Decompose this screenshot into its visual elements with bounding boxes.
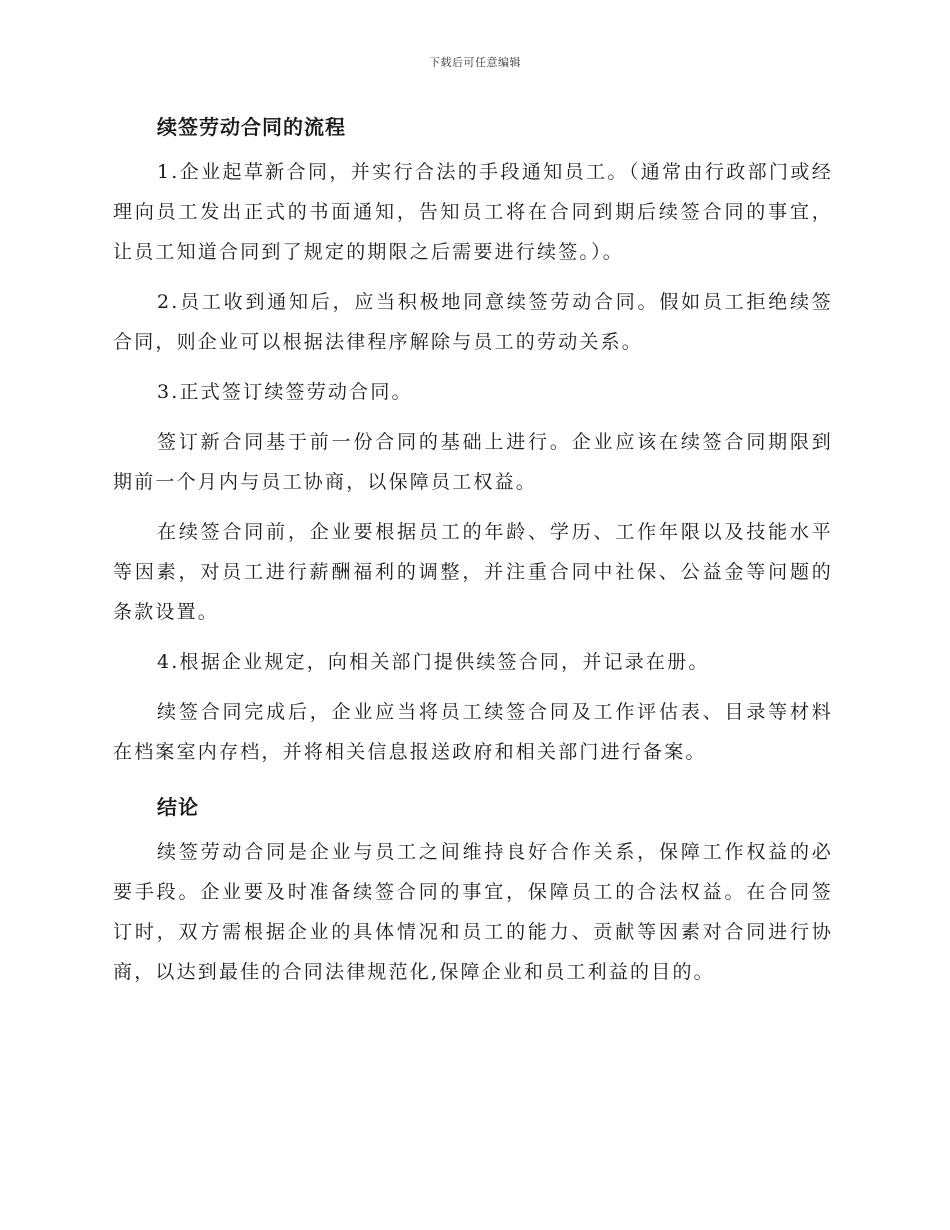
paragraph-step-2: 2.员工收到通知后，应当积极地同意续签劳动合同。假如员工拒绝续签合同，则企业可以根据法律程序解除与员工的劳动关系。 bbox=[113, 291, 833, 353]
paragraph-conclusion: 续签劳动合同是企业与员工之间维持良好合作关系，保障工作权益的必要手段。企业要及时准备续签合同的事宜，保障员工的合法权益。在合同签订时，双方需根据企业的具体情况和员工的能力、贡献等因素对合同进行协商，以达到最佳的合同法律规范化,保障企业和员工利益的目的。 bbox=[113, 841, 833, 983]
page-header-note: 下载后可任意编辑 bbox=[429, 56, 521, 69]
section-heading-conclusion: 结论 bbox=[157, 795, 199, 819]
section-heading-process: 续签劳动合同的流程 bbox=[157, 115, 346, 139]
paragraph-step-4-detail: 续签合同完成后，企业应当将员工续签合同及工作评估表、目录等材料在档案室内存档，并将相关信息报送政府和相关部门进行备案。 bbox=[113, 701, 833, 763]
paragraph-step-4: 4.根据企业规定，向相关部门提供续签合同，并记录在册。 bbox=[157, 651, 710, 673]
paragraph-step-3: 3.正式签订续签劳动合同。 bbox=[157, 381, 413, 403]
paragraph-step-3-detail-2: 在续签合同前，企业要根据员工的年龄、学历、工作年限以及技能水平等因素，对员工进行薪酬福利的调整，并注重合同中社保、公益金等问题的条款设置。 bbox=[113, 521, 833, 623]
document-body bbox=[113, 110, 833, 1002]
paragraph-step-1: 1.企业起草新合同，并实行合法的手段通知员工。（通常由行政部门或经理向员工发出正式的书面通知，告知员工将在合同到期后续签合同的事宜，让员工知道合同到了规定的期限之后需要进行续签。）。 bbox=[113, 161, 833, 263]
paragraph-step-3-detail-1: 签订新合同基于前一份合同的基础上进行。企业应该在续签合同期限到期前一个月内与员工协商，以保障员工权益。 bbox=[113, 431, 833, 493]
